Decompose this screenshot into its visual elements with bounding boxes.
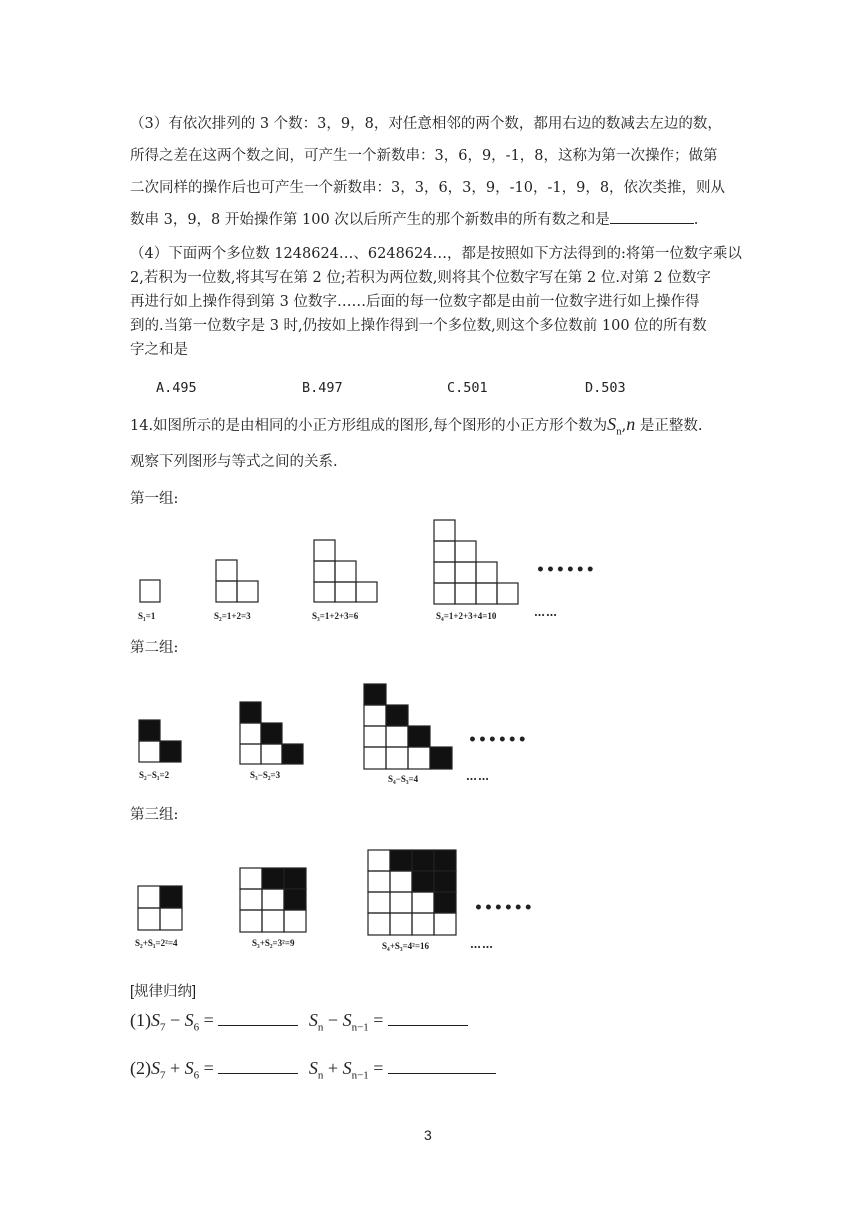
g2-fig-2 — [238, 700, 306, 766]
q4-line-5: 字之和是 — [130, 342, 188, 358]
g2-dots-big: •••••• — [468, 732, 528, 748]
g1-fig-1 — [138, 578, 162, 604]
g1-fig-2 — [214, 558, 262, 604]
q14-line-1 — [130, 414, 703, 438]
q14-line-1-b: 是正整数. — [635, 418, 703, 434]
page-number: 3 — [424, 1127, 432, 1143]
q3-line-2: 所得之差在这两个数之间，可产生一个新数串：3，6，9，-1，8，这称为第一次操作；做第 — [130, 148, 718, 164]
q4-line-1: （4）下面两个多位数 1248624…、6248624…，都是按照如下方法得到的:将第一位数字乘以 — [130, 246, 742, 262]
g3-dots-small: …… — [470, 938, 494, 951]
g1-label-4: S₄=1+2+3+4=10 — [436, 611, 497, 621]
group-3-title: 第三组: — [130, 807, 179, 823]
rule-2-blank-a[interactable] — [218, 1059, 298, 1074]
q3-answer-blank[interactable] — [610, 209, 694, 224]
rule-2-expr-a: $S_7 + S_6$ = — [151, 1058, 214, 1082]
q4-line-4: 到的.当第一位数字是 3 时,仍按如上操作得到一个多位数,则这个多位数前 100 位的所有数 — [130, 318, 707, 334]
rule-2 — [130, 1058, 496, 1082]
q4-line-2: 2,若积为一位数,将其写在第 2 位;若积为两位数,则将其个位数字写在第 2 位.对第 2 位数字 — [130, 270, 711, 286]
rule-2-expr-b: $S_n + S_{n-1}$ = — [308, 1058, 384, 1082]
rule-1-blank-b[interactable] — [388, 1011, 468, 1026]
rule-1-expr-b: $S_n - S_{n-1}$ = — [308, 1010, 384, 1034]
g3-fig-3 — [366, 848, 458, 938]
g1-label-1: S₁=1 — [138, 611, 156, 621]
q4-option-a[interactable]: A.495 — [156, 380, 197, 396]
g1-dots-big: •••••• — [536, 562, 596, 578]
g3-fig-1 — [136, 884, 184, 932]
g1-label-3: S₃=1+2+3=6 — [312, 611, 359, 621]
rule-1-expr-a: $S_7 - S_6$ = — [151, 1010, 214, 1034]
g1-dots-small: …… — [534, 606, 558, 619]
q14-S-symbol: $S_n$ — [607, 414, 622, 438]
rule-title: [规律归纳] — [130, 984, 197, 1000]
q4-line-3: 再进行如上操作得到第 3 位数字……后面的每一位数字都是由前一位数字进行如上操作得 — [130, 294, 700, 310]
q4-option-c[interactable]: C.501 — [447, 380, 488, 396]
q14-n-symbol: n — [626, 414, 636, 434]
g2-fig-3 — [362, 682, 454, 772]
q3-line-1: （3）有依次排列的 3 个数：3，9，8，对任意相邻的两个数，都用右边的数减去左边的数， — [130, 116, 722, 132]
g1-fig-4 — [432, 518, 522, 606]
rule-2-number: (2) — [130, 1058, 151, 1078]
q14-line-1-a: 14.如图所示的是由相同的小正方形组成的图形,每个图形的小正方形个数为 — [130, 418, 608, 434]
g1-fig-3 — [312, 538, 380, 604]
q14-sep: , — [621, 418, 627, 434]
rule-1-blank-a[interactable] — [218, 1011, 298, 1026]
g3-label-1: S₂+S₁=2²=4 — [135, 938, 178, 948]
rule-1-number: (1) — [130, 1010, 151, 1030]
rule-2-blank-b[interactable] — [388, 1059, 496, 1074]
g3-label-2: S₃+S₂=3²=9 — [252, 938, 295, 948]
rule-1 — [130, 1010, 468, 1034]
q3-line-4 — [130, 208, 698, 229]
g2-dots-small: …… — [466, 770, 490, 783]
q3-line-4-end: . — [693, 212, 699, 228]
q4-option-d[interactable]: D.503 — [585, 380, 626, 396]
g2-label-3: S₄−S₃=4 — [388, 774, 419, 784]
g3-dots-big: •••••• — [474, 900, 534, 916]
g1-label-2: S₂=1+2=3 — [214, 611, 251, 621]
q3-line-4-text: 数串 3，9，8 开始操作第 100 次以后所产生的那个新数串的所有数之和是 — [130, 212, 610, 228]
group-2-title: 第二组: — [130, 640, 179, 656]
g3-label-3: S₄+S₃=4²=16 — [382, 941, 429, 951]
g2-fig-1 — [137, 718, 185, 764]
g2-label-2: S₃−S₂=3 — [250, 770, 281, 780]
q3-line-3: 二次同样的操作后也可产生一个新数串：3，3，6，3，9，-10，-1，9，8，依次类推，则从 — [130, 180, 726, 196]
q14-line-2: 观察下列图形与等式之间的关系. — [130, 454, 338, 470]
g2-label-1: S₂−S₁=2 — [139, 770, 170, 780]
q4-option-b[interactable]: B.497 — [302, 380, 343, 396]
group-1-title: 第一组: — [130, 491, 179, 507]
g3-fig-2 — [238, 866, 308, 934]
